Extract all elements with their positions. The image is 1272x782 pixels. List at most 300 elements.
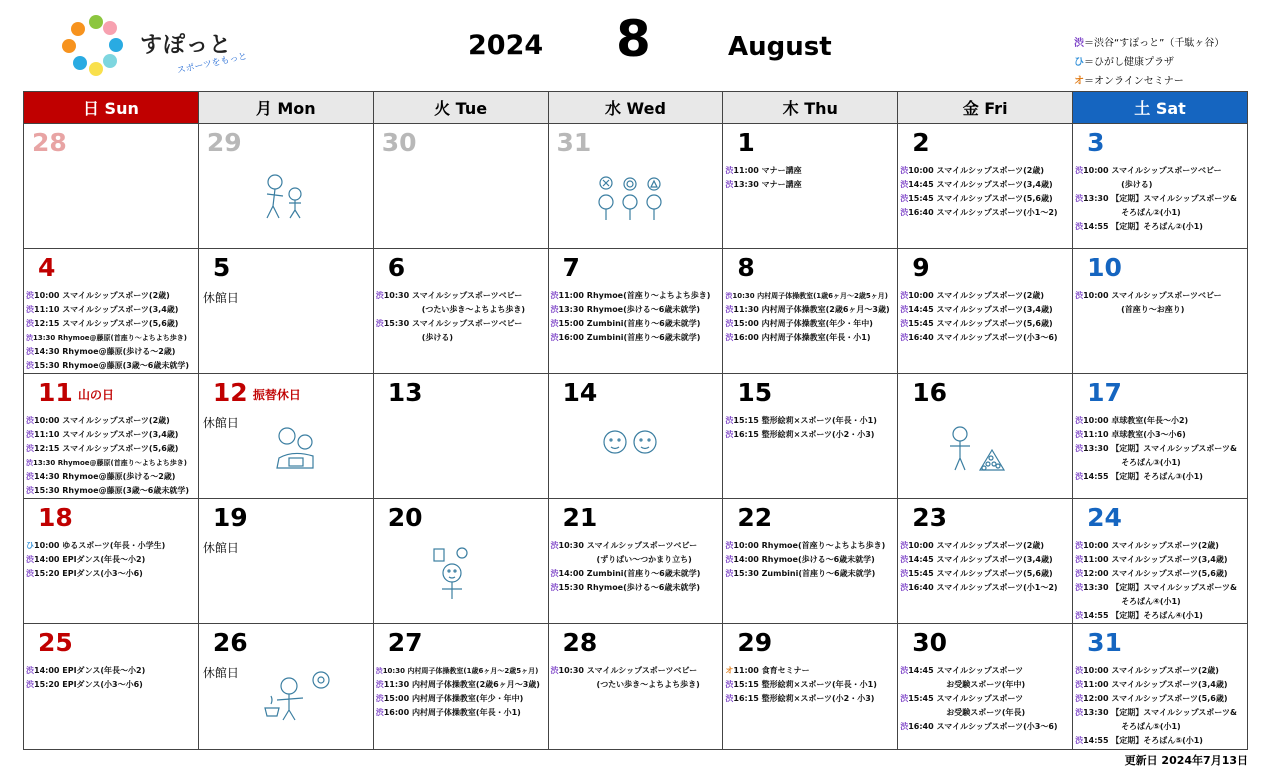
event-text: 11:00 Rhymoe(首座り～よちよち歩き) [558,291,711,300]
day-number: 31 [556,128,592,157]
event-list [1075,664,1247,748]
event-text: 16:40 スマイルシップスポーツ(小1～2) [908,583,1058,592]
calendar-day-cell [723,249,898,374]
abacus-doodle [944,424,1014,472]
legend [1074,34,1224,91]
venue-mark: 渋 [26,472,34,481]
event-list [725,664,897,706]
event-item [26,428,198,442]
event-item [900,706,1072,720]
event-item [376,303,548,317]
event-item [1075,692,1247,706]
event-text: 16:00 Zumbini(首座り～6歳未就学) [558,333,701,342]
venue-mark: 渋 [725,430,734,439]
event-item [551,317,723,331]
event-text: 15:15 整形絵莉×スポーツ(年長・小1) [733,680,877,689]
venue-mark: 渋 [1075,291,1084,300]
event-item [725,678,897,692]
calendar-day-cell [198,499,373,624]
calendar-day-cell [373,624,548,750]
event-text: 10:30 内村周子体操教室(1歳6ヶ月～2歳5ヶ月) [732,292,888,300]
day-number: 29 [206,128,242,157]
calendar-day-cell [548,249,723,374]
event-item [26,289,198,303]
event-text: 15:45 スマイルシップスポーツ(5,6歳) [908,194,1053,203]
event-text: (つたい歩き～よちよち歩き) [596,680,700,689]
event-text: 14:00 Zumbini(首座り～6歳未就学) [558,569,701,578]
event-text: 10:00 スマイルシップスポーツ(2歳) [1083,666,1219,675]
venue-mark: 渋 [550,319,559,328]
day-number: 19 [212,503,248,532]
weekday-header-thu: 木 Thu [723,92,898,124]
event-text: 14:00 EPIダンス(年長～小2) [34,555,146,564]
event-item [1075,414,1247,428]
event-item [900,581,1072,595]
event-text: 10:00 スマイルシップスポーツ(2歳) [908,541,1045,550]
day-number: 9 [912,253,930,282]
event-text: 10:00 スマイルシップスポーツベビー [1083,166,1222,175]
event-list [26,664,198,692]
event-text: 10:00 Rhymoe(首座り～よちよち歩き) [733,541,886,550]
event-item [1075,220,1247,234]
event-text: 14:45 スマイルシップスポーツ(3,4歳) [908,305,1053,314]
event-item [26,303,198,317]
calendar-month-number: 8 [616,10,651,68]
venue-mark: 渋 [26,486,34,495]
event-text: 15:15 整形絵莉×スポーツ(年長・小1) [733,416,877,425]
event-text: 15:20 EPIダンス(小3～小6) [34,680,143,689]
event-text: 13:30 【定期】スマイルシップスポーツ& [1083,583,1237,592]
event-text: (歩ける) [421,333,453,342]
venue-mark: 渋 [550,666,559,675]
event-text: 11:10 スマイルシップスポーツ(3,4歳) [34,305,179,314]
event-item [900,178,1072,192]
event-text: お受験スポーツ(年長) [946,708,1026,717]
event-item [376,317,548,331]
calendar-day-cell [1073,374,1248,499]
weekday-header-mon: 月 Mon [198,92,373,124]
event-text: 14:55 【定期】そろばん⑤(小1) [1083,736,1203,745]
event-item [1075,664,1247,678]
updated-date: 更新日 2024年7月13日 [1124,754,1248,767]
event-item [725,331,897,345]
event-text: 10:00 スマイルシップスポーツ(2歳) [1083,541,1219,550]
day-number: 14 [562,378,598,407]
calendar-day-cell [548,124,723,249]
event-text: 15:45 スマイルシップスポーツ [908,694,1024,703]
event-item [725,303,897,317]
event-text: 10:00 スマイルシップスポーツベビー [1083,291,1222,300]
event-item [1075,720,1247,734]
closed-label: 休館日 [202,416,239,430]
event-item [26,456,198,470]
event-text: (ずりばい～つかまり立ち) [596,555,692,564]
day-number: 30 [912,628,948,657]
venue-mark: 渋 [1075,666,1084,675]
event-item [1075,706,1247,720]
venue-mark: 渋 [1075,416,1084,425]
event-text: 14:00 Rhymoe(歩ける～6歳未就学) [733,555,875,564]
event-text: 13:30 マナー講座 [733,180,802,189]
calendar-day-cell [723,499,898,624]
day-number: 11 [38,378,73,407]
venue-mark: 渋 [26,680,34,689]
event-item [376,664,548,678]
calendar-day-cell [198,124,373,249]
event-text: 10:30 スマイルシップスポーツベビー [383,291,523,300]
calendar-day-cell [898,124,1073,249]
day-number: 22 [737,503,773,532]
venue-mark: 渋 [1075,694,1084,703]
event-item [725,692,897,706]
event-item [900,692,1072,706]
calendar-day-cell [373,499,548,624]
event-item [551,553,723,567]
shapes-kids-doodle [591,174,671,222]
venue-mark: 渋 [725,555,734,564]
event-text: 16:00 内村周子体操教室(年長・小1) [733,333,871,342]
event-item [26,553,198,567]
event-item [551,581,723,595]
day-number: 24 [1087,503,1122,532]
event-item [900,303,1072,317]
venue-mark: 渋 [26,569,34,578]
day-number: 15 [737,378,773,407]
venue-mark: 渋 [1075,736,1084,745]
event-text: 12:00 スマイルシップスポーツ(5,6歳) [1083,694,1228,703]
event-text: 14:55 【定期】そろばん②(小1) [1083,222,1203,231]
event-text: 15:00 内村周子体操教室(年少・年中) [733,319,873,328]
event-list [725,414,897,442]
calendar-day-cell [898,249,1073,374]
event-list [1075,539,1247,623]
event-text: 16:00 内村周子体操教室(年長・小1) [383,708,521,717]
weekday-header-wed: 水 Wed [548,92,723,124]
calendar-day-cell [548,499,723,624]
event-text: 15:30 Zumbini(首座り～6歳未就学) [733,569,876,578]
venue-mark: 渋 [375,708,384,717]
event-text: (首座り～お座り) [1121,305,1185,314]
calendar-day-cell [898,624,1073,750]
calendar-day-cell [1073,499,1248,624]
event-item [900,720,1072,734]
day-number: 5 [212,253,231,282]
calendar-week-row [24,124,1248,249]
calendar-day-cell [898,499,1073,624]
event-item [900,567,1072,581]
venue-mark: 渋 [725,305,734,314]
event-item [551,539,723,553]
event-text: 10:00 卓球教室(年長～小2) [1083,416,1189,425]
legend-item-online: オ＝オンラインセミナー [1074,76,1184,87]
day-number: 28 [32,128,67,157]
event-text: 15:30 Rhymoe@藤原(3歳～6歳未就学) [34,361,190,370]
event-list [1075,414,1247,484]
event-item [725,567,897,581]
venue-mark: 渋 [1075,569,1084,578]
event-item [551,567,723,581]
venue-mark: 渋 [900,583,909,592]
calendar-year: 2024 [468,30,544,61]
event-item [725,289,897,303]
event-text: 16:40 スマイルシップスポーツ(小1～2) [908,208,1058,217]
holiday-label: 振替休日 [252,388,301,402]
weekday-header-sat: 土 Sat [1073,92,1248,124]
day-number: 25 [38,628,73,657]
logo-flower-icon [60,14,140,84]
venue-mark: 渋 [725,680,734,689]
event-text: 15:45 スマイルシップスポーツ(5,6歳) [908,319,1053,328]
event-text: 14:45 スマイルシップスポーツ(3,4歳) [908,180,1053,189]
event-item [1075,595,1247,609]
event-text: そろばん⑤(小1) [1121,722,1181,731]
event-item [900,164,1072,178]
event-item [26,567,198,581]
venue-mark: 渋 [26,555,34,564]
event-list [725,164,897,192]
event-list [725,289,897,345]
event-text: お受験スポーツ(年中) [946,680,1026,689]
calendar-day-cell [898,374,1073,499]
event-text: 14:30 Rhymoe@藤原(歩ける～2歳) [34,472,176,481]
day-number: 26 [212,628,248,657]
venue-mark: 渋 [900,194,909,203]
venue-mark: 渋 [375,667,383,675]
event-item [26,414,198,428]
venue-mark: ひ [26,541,34,550]
venue-mark: 渋 [900,333,909,342]
venue-mark: 渋 [26,291,34,300]
event-text: 13:30 Rhymoe@藤原(首座り～よちよち歩き) [33,334,187,342]
event-text: そろばん④(小1) [1121,597,1181,606]
event-list [551,539,723,595]
venue-mark: 渋 [725,319,734,328]
day-number: 18 [38,503,73,532]
day-number: 1 [737,128,755,157]
event-item [26,359,198,373]
event-item [551,678,723,692]
venue-mark: 渋 [900,541,909,550]
venue-mark: 渋 [375,694,384,703]
event-item [900,289,1072,303]
event-text: 13:30 【定期】スマイルシップスポーツ& [1083,194,1237,203]
day-number: 30 [381,128,417,157]
day-number: 20 [387,503,423,532]
event-item [376,331,548,345]
event-item [900,317,1072,331]
study-doodle [430,545,480,601]
event-item [725,539,897,553]
day-number: 7 [562,253,580,282]
event-item [725,414,897,428]
event-item [26,664,198,678]
event-list [900,539,1072,595]
event-item [725,428,897,442]
venue-mark: 渋 [900,555,909,564]
holiday-label: 山の日 [78,388,115,402]
event-item [900,678,1072,692]
venue-mark: 渋 [1075,708,1084,717]
event-text: 12:15 スマイルシップスポーツ(5,6歳) [34,444,179,453]
event-text: 11:10 卓球教室(小3～小6) [1083,430,1186,439]
venue-mark: 渋 [26,305,34,314]
weekday-header-fri: 金 Fri [898,92,1073,124]
event-item [900,331,1072,345]
venue-mark: 渋 [26,361,34,370]
venue-mark: 渋 [725,694,734,703]
kids-doodle [257,172,317,220]
venue-mark: 渋 [900,569,909,578]
calendar-week-row [24,249,1248,374]
calendar-day-cell [373,124,548,249]
venue-mark: 渋 [900,291,909,300]
venue-mark: 渋 [1075,611,1084,620]
venue-mark: 渋 [900,319,909,328]
day-number: 8 [737,253,755,282]
event-text: 12:15 スマイルシップスポーツ(5,6歳) [34,319,179,328]
day-number: 31 [1087,628,1122,657]
event-item [900,539,1072,553]
event-item [1075,456,1247,470]
event-text: 11:00 スマイルシップスポーツ(3,4歳) [1083,680,1228,689]
event-list [725,539,897,581]
event-text: 15:45 スマイルシップスポーツ(5,6歳) [908,569,1053,578]
event-list [1075,164,1247,234]
venue-mark: 渋 [1075,680,1084,689]
venue-mark: 渋 [26,319,34,328]
calendar-week-row [24,499,1248,624]
calendar-day-cell [24,124,199,249]
event-text: 11:00 スマイルシップスポーツ(3,4歳) [1083,555,1228,564]
event-text: 15:30 Rhymoe@藤原(3歳～6歳未就学) [34,486,190,495]
event-text: 15:30 スマイルシップスポーツベビー [383,319,523,328]
cooking-doodle [259,668,339,722]
event-text: 15:30 Rhymoe(歩ける～6歳未就学) [558,583,700,592]
event-text: 13:30 Rhymoe(歩ける～6歳未就学) [558,305,700,314]
event-item [551,289,723,303]
venue-mark: 渋 [1075,444,1084,453]
day-number: 10 [1087,253,1122,282]
calendar-day-cell [1073,249,1248,374]
event-text: 16:40 スマイルシップスポーツ(小3～6) [908,722,1058,731]
event-item [1075,734,1247,748]
day-number: 2 [912,128,930,157]
event-list [26,414,198,498]
venue-mark: 渋 [1075,222,1084,231]
faces-doodle [597,426,667,462]
day-number: 3 [1087,128,1105,157]
event-list [551,664,723,692]
event-item [26,470,198,484]
event-text: 12:00 スマイルシップスポーツ(5,6歳) [1083,569,1228,578]
day-number: 21 [562,503,598,532]
event-item [900,664,1072,678]
calendar-month-name: August [728,32,832,62]
venue-mark: 渋 [550,291,559,300]
event-item [26,331,198,345]
venue-mark: 渋 [375,680,384,689]
calendar-day-cell [198,374,373,499]
event-text: 11:30 内村周子体操教室(2歳6ヶ月～3歳) [383,680,540,689]
day-number: 4 [38,253,56,282]
event-list [900,164,1072,220]
calendar-day-cell [1073,124,1248,249]
event-list [376,289,548,345]
venue-mark: 渋 [26,334,33,342]
venue-mark: 渋 [1075,166,1084,175]
event-list [551,289,723,345]
event-item [376,692,548,706]
calendar-week-row [24,374,1248,499]
calendar-day-cell [24,499,199,624]
event-text: 15:00 Zumbini(首座り～6歳未就学) [558,319,701,328]
event-item [1075,303,1247,317]
event-item [1075,164,1247,178]
venue-mark: 渋 [26,416,34,425]
event-text: 15:20 EPIダンス(小3～小6) [34,569,143,578]
event-item [551,303,723,317]
weekday-header-sun: 日 Sun [24,92,199,124]
event-text: 13:30 【定期】スマイルシップスポーツ& [1083,444,1237,453]
event-text: 11:10 スマイルシップスポーツ(3,4歳) [34,430,179,439]
venue-mark: 渋 [725,541,734,550]
venue-mark: 渋 [725,180,734,189]
calendar-grid [23,91,1248,750]
venue-mark: 渋 [550,333,559,342]
event-text: 10:00 スマイルシップスポーツ(2歳) [908,291,1045,300]
event-item [26,345,198,359]
venue-mark: 渋 [550,541,559,550]
calendar-day-cell [24,249,199,374]
event-item [551,331,723,345]
calendar-day-cell [723,124,898,249]
venue-mark: 渋 [900,722,909,731]
venue-mark: 渋 [550,569,559,578]
event-list [376,664,548,720]
calendar-day-cell [1073,624,1248,750]
venue-mark: 渋 [900,166,909,175]
event-text: そろばん③(小1) [1121,458,1181,467]
venue-mark: 渋 [1075,583,1084,592]
event-item [1075,192,1247,206]
venue-mark: 渋 [725,166,734,175]
venue-mark: 渋 [725,569,734,578]
event-text: 10:00 スマイルシップスポーツ(2歳) [34,291,170,300]
event-text: (つたい歩き～よちよち歩き) [421,305,525,314]
event-item [900,192,1072,206]
venue-mark: 渋 [725,416,734,425]
calendar-body [24,124,1248,750]
event-text: 14:45 スマイルシップスポーツ(3,4歳) [908,555,1053,564]
event-item [900,206,1072,220]
venue-mark: 渋 [1075,194,1084,203]
day-number: 12 [212,378,248,407]
event-list [900,289,1072,345]
closed-label: 休館日 [202,666,239,680]
event-text: 16:15 整形絵莉×スポーツ(小2・小3) [733,430,875,439]
event-item [1075,206,1247,220]
calendar-day-cell [373,374,548,499]
family-doodle [269,424,329,474]
venue-mark: 渋 [26,459,33,467]
event-text: 11:00 食育セミナー [733,666,810,675]
event-item [1075,567,1247,581]
event-text: 14:55 【定期】そろばん③(小1) [1083,472,1203,481]
venue-mark: 渋 [375,319,384,328]
event-list [1075,289,1247,317]
venue-mark: 渋 [1075,430,1084,439]
event-text: 14:30 Rhymoe@藤原(歩ける～2歳) [34,347,176,356]
